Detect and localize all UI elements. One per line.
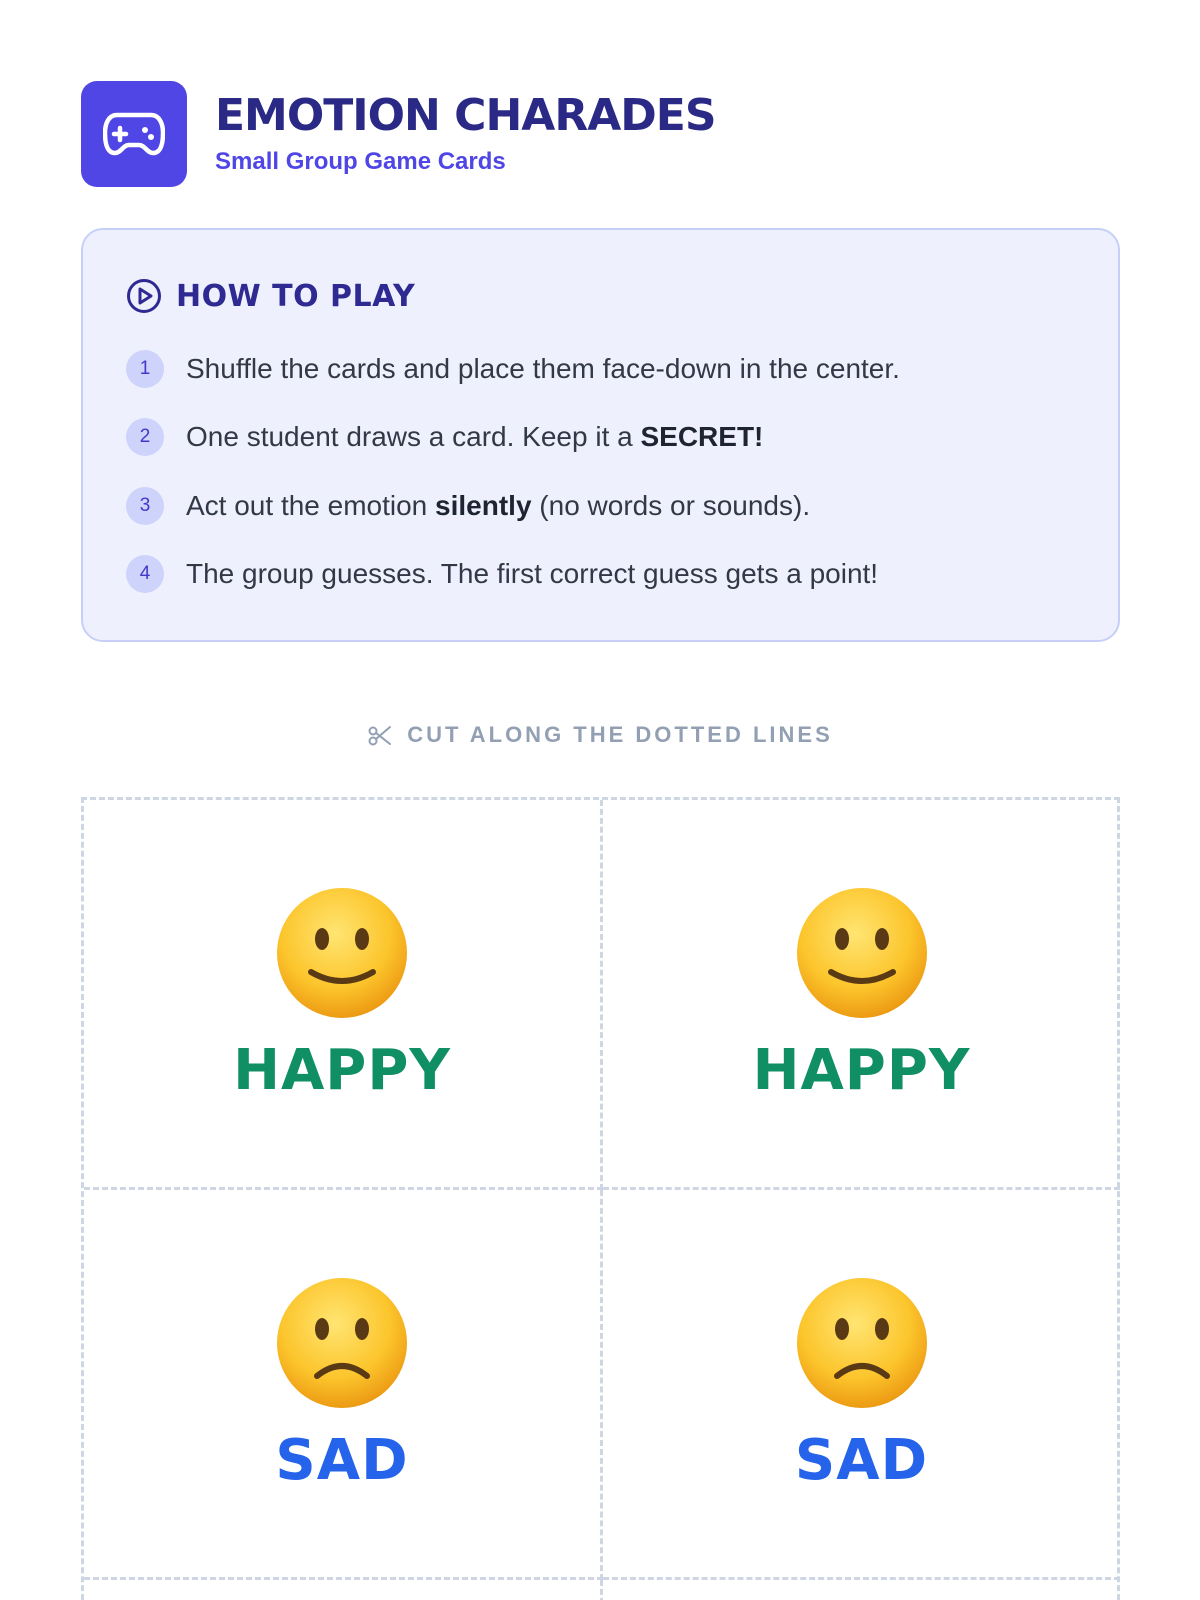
emotion-label: HAPPY	[752, 1038, 971, 1103]
emotion-card-partial	[603, 1580, 1120, 1600]
step-text: Shuffle the cards and place them face-down in the center.	[186, 353, 900, 384]
gamepad-icon	[103, 111, 165, 157]
scissors-icon	[367, 722, 393, 748]
slightly-smiling-face-icon	[275, 886, 409, 1020]
emotion-label: HAPPY	[233, 1038, 451, 1103]
emotion-card-partial	[84, 1580, 603, 1600]
cut-instruction	[0, 722, 1200, 748]
step-item	[126, 487, 810, 525]
step-number: 4	[126, 555, 164, 593]
step-number: 2	[126, 418, 164, 456]
step-item	[126, 350, 900, 388]
page-title: EMOTION CHARADES	[215, 89, 716, 141]
emotion-card	[84, 800, 603, 1190]
emotion-card	[603, 1190, 1120, 1580]
how-to-play-panel	[81, 228, 1120, 642]
card-grid	[81, 797, 1120, 1600]
page-header	[81, 81, 716, 187]
emotion-card	[603, 800, 1120, 1190]
step-text: One student draws a card. Keep it a SECRET!	[186, 421, 764, 452]
page-subtitle: Small Group Game Cards	[215, 148, 506, 176]
step-text: Act out the emotion silently (no words or sounds).	[186, 490, 811, 521]
how-to-play-title: HOW TO PLAY	[176, 278, 416, 314]
slightly-frowning-face-icon	[275, 1276, 409, 1410]
slightly-frowning-face-icon	[795, 1276, 929, 1410]
emotion-label: SAD	[275, 1428, 409, 1493]
cut-instruction-text: CUT ALONG THE DOTTED LINES	[407, 722, 833, 747]
step-number: 1	[126, 350, 164, 388]
play-circle-icon	[126, 278, 162, 314]
slightly-smiling-face-icon	[795, 886, 929, 1020]
step-number: 3	[126, 487, 164, 525]
step-item	[126, 555, 878, 593]
step-text: The group guesses. The first correct guess gets a point!	[186, 558, 879, 589]
step-item	[126, 418, 763, 456]
logo	[81, 81, 187, 187]
emotion-label: SAD	[794, 1428, 929, 1493]
emotion-card	[84, 1190, 603, 1580]
